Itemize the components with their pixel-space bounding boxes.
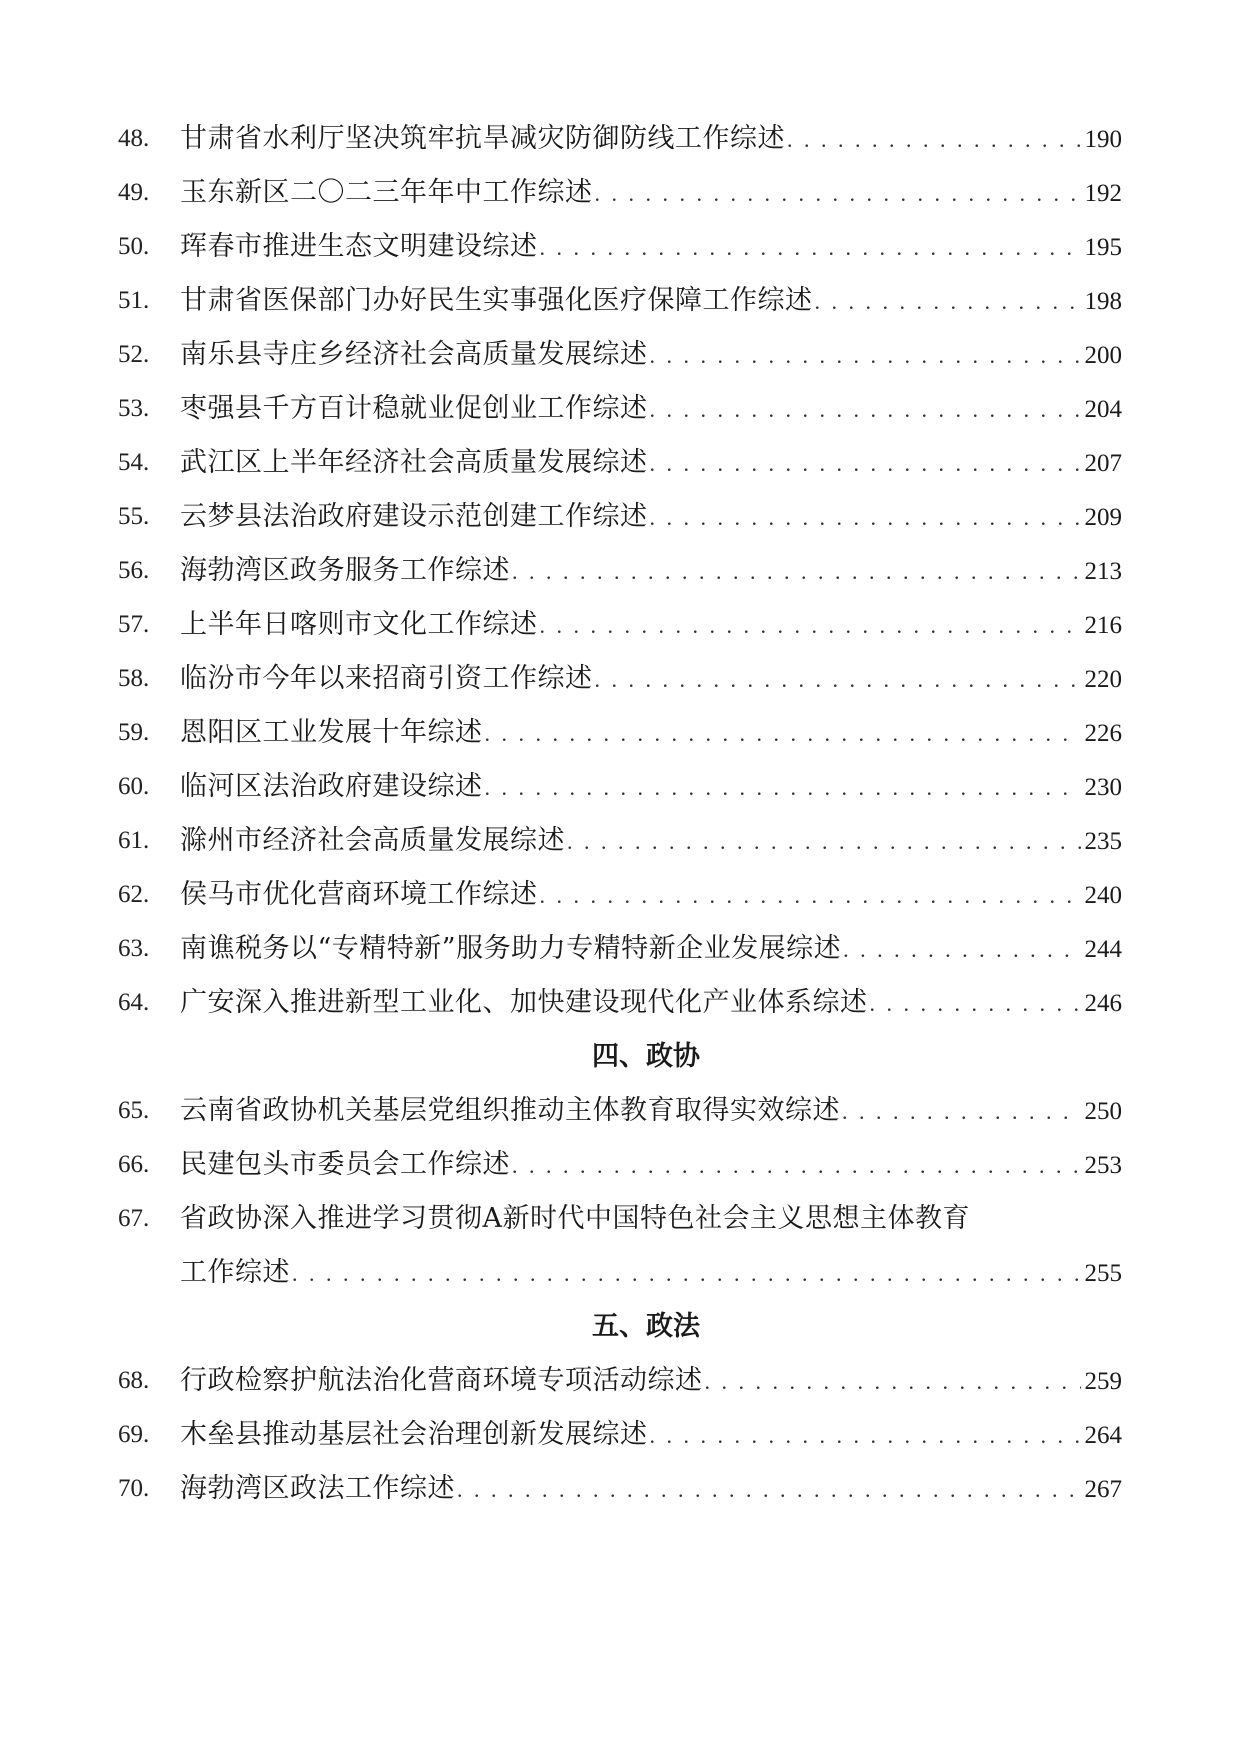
- toc-entry-continuation[interactable]: [118, 1246, 1122, 1300]
- toc-entry[interactable]: [118, 706, 1122, 760]
- entry-number: 67.: [118, 1205, 150, 1232]
- toc-entry[interactable]: [118, 1192, 1122, 1246]
- table-of-contents: [118, 112, 1122, 1516]
- entry-title: 玉东新区二〇二三年年中工作综述: [180, 177, 593, 208]
- entry-title: 甘肃省水利厅坚决筑牢抗旱减灾防御防线工作综述: [180, 123, 785, 154]
- toc-entry[interactable]: [118, 1354, 1122, 1408]
- toc-entry[interactable]: [118, 1462, 1122, 1516]
- entry-title: 南乐县寺庄乡经济社会高质量发展综述: [180, 339, 648, 370]
- entry-page-number: 240: [1084, 882, 1122, 909]
- entry-title: 侯马市优化营商环境工作综述: [180, 879, 538, 910]
- dot-leader: [292, 1247, 1081, 1301]
- section-heading-politics-law: 五、政法: [592, 1311, 700, 1342]
- dot-leader: [843, 923, 1080, 977]
- entry-page-number: 226: [1084, 720, 1122, 747]
- toc-entry[interactable]: [118, 382, 1122, 436]
- section-heading-cppcc: 四、政协: [592, 1041, 700, 1072]
- dot-leader: [485, 761, 1081, 815]
- entry-page-number: 204: [1084, 396, 1122, 423]
- entry-number: 69.: [118, 1421, 150, 1448]
- entry-number: 68.: [118, 1367, 150, 1394]
- entry-title: 海勃湾区政务服务工作综述: [180, 555, 510, 586]
- entry-page-number: 213: [1084, 558, 1122, 585]
- entry-title: 行政检察护航法治化营商环境专项活动综述: [180, 1365, 703, 1396]
- entry-title: 武江区上半年经济社会高质量发展综述: [180, 447, 648, 478]
- toc-entry[interactable]: [118, 544, 1122, 598]
- entry-number: 64.: [118, 989, 150, 1016]
- entry-page-number: 235: [1084, 828, 1122, 855]
- entry-title: 广安深入推进新型工业化、加快建设现代化产业体系综述: [180, 987, 868, 1018]
- entry-number: 49.: [118, 179, 150, 206]
- toc-entry[interactable]: [118, 976, 1122, 1030]
- entry-number: 63.: [118, 935, 150, 962]
- dot-leader: [540, 221, 1081, 275]
- entry-number: 70.: [118, 1475, 150, 1502]
- entry-page-number: 264: [1084, 1422, 1122, 1449]
- entry-title: 枣强县千方百计稳就业促创业工作综述: [180, 393, 648, 424]
- entry-page-number: 230: [1084, 774, 1122, 801]
- entry-title: 民建包头市委员会工作综述: [180, 1149, 510, 1180]
- dot-leader: [650, 491, 1081, 545]
- entry-page-number: 195: [1084, 234, 1122, 261]
- toc-entry[interactable]: [118, 1408, 1122, 1462]
- entry-number: 53.: [118, 395, 150, 422]
- entry-title: 木垒县推动基层社会治理创新发展综述: [180, 1419, 648, 1450]
- entry-page-number: 220: [1084, 666, 1122, 693]
- toc-group-cppcc: [118, 1084, 1122, 1192]
- entry-title: 上半年日喀则市文化工作综述: [180, 609, 538, 640]
- entry-number: 57.: [118, 611, 150, 638]
- toc-entry[interactable]: [118, 598, 1122, 652]
- toc-entry[interactable]: [118, 922, 1122, 976]
- entry-page-number: 198: [1084, 288, 1122, 315]
- toc-entry[interactable]: [118, 868, 1122, 922]
- entry-page-number: 255: [1084, 1260, 1122, 1287]
- dot-leader: [815, 275, 1081, 329]
- entry-page-number: 216: [1084, 612, 1122, 639]
- dot-leader: [567, 815, 1081, 869]
- dot-leader: [705, 1355, 1081, 1409]
- entry-page-number: 259: [1084, 1368, 1122, 1395]
- dot-leader: [870, 977, 1081, 1031]
- dot-leader: [457, 1463, 1081, 1517]
- dot-leader: [595, 167, 1081, 221]
- entry-number: 62.: [118, 881, 150, 908]
- toc-group-politics-law: [118, 1354, 1122, 1516]
- entry-number: 55.: [118, 503, 150, 530]
- entry-number: 51.: [118, 287, 150, 314]
- toc-entry[interactable]: [118, 814, 1122, 868]
- entry-page-number: 253: [1084, 1152, 1122, 1179]
- entry-page-number: 244: [1084, 936, 1122, 963]
- toc-entry[interactable]: [118, 760, 1122, 814]
- toc-entry[interactable]: [118, 112, 1122, 166]
- toc-entry[interactable]: [118, 274, 1122, 328]
- entry-page-number: 190: [1084, 126, 1122, 153]
- toc-entry[interactable]: [118, 328, 1122, 382]
- entry-page-number: 207: [1084, 450, 1122, 477]
- dot-leader: [540, 869, 1081, 923]
- dot-leader: [650, 437, 1081, 491]
- entry-title: 临汾市今年以来招商引资工作综述: [180, 663, 593, 694]
- entry-number: 48.: [118, 125, 150, 152]
- entry-title: 南谯税务以“专精特新”服务助力专精特新企业发展综述: [180, 933, 842, 964]
- entry-title-line1: 省政协深入推进学习贯彻A新时代中国特色社会主义思想主体教育: [180, 1203, 970, 1234]
- entry-number: 58.: [118, 665, 150, 692]
- toc-entry[interactable]: [118, 166, 1122, 220]
- dot-leader: [512, 1139, 1081, 1193]
- entry-title: 临河区法治政府建设综述: [180, 771, 483, 802]
- entry-page-number: 209: [1084, 504, 1122, 531]
- entry-title: 恩阳区工业发展十年综述: [180, 717, 483, 748]
- entry-page-number: 192: [1084, 180, 1122, 207]
- entry-number: 65.: [118, 1097, 150, 1124]
- dot-leader: [485, 707, 1081, 761]
- entry-page-number: 250: [1084, 1098, 1122, 1125]
- entry-title: 海勃湾区政法工作综述: [180, 1473, 455, 1504]
- entry-title: 云南省政协机关基层党组织推动主体教育取得实效综述: [180, 1095, 840, 1126]
- toc-entry[interactable]: [118, 652, 1122, 706]
- dot-leader: [842, 1085, 1081, 1139]
- entry-title-line2: 工作综述: [180, 1257, 290, 1288]
- entry-page-number: 246: [1084, 990, 1122, 1017]
- entry-page-number: 200: [1084, 342, 1122, 369]
- toc-entry[interactable]: [118, 436, 1122, 490]
- entry-number: 61.: [118, 827, 150, 854]
- toc-entry[interactable]: [118, 1084, 1122, 1138]
- entry-page-number: 267: [1084, 1476, 1122, 1503]
- toc-entry[interactable]: [118, 1138, 1122, 1192]
- entry-number: 52.: [118, 341, 150, 368]
- toc-entry[interactable]: [118, 220, 1122, 274]
- entry-number: 66.: [118, 1151, 150, 1178]
- entry-number: 59.: [118, 719, 150, 746]
- entry-title: 甘肃省医保部门办好民生实事强化医疗保障工作综述: [180, 285, 813, 316]
- toc-group-economy: [118, 112, 1122, 1030]
- toc-entry[interactable]: [118, 490, 1122, 544]
- dot-leader: [595, 653, 1081, 707]
- dot-leader: [650, 1409, 1081, 1463]
- dot-leader: [540, 599, 1081, 653]
- entry-number: 50.: [118, 233, 150, 260]
- dot-leader: [787, 113, 1081, 167]
- entry-title: 珲春市推进生态文明建设综述: [180, 231, 538, 262]
- dot-leader: [650, 329, 1081, 383]
- entry-title: 云梦县法治政府建设示范创建工作综述: [180, 501, 648, 532]
- dot-leader: [650, 383, 1081, 437]
- entry-title: 滁州市经济社会高质量发展综述: [180, 825, 565, 856]
- dot-leader: [512, 545, 1081, 599]
- entry-number: 56.: [118, 557, 150, 584]
- entry-number: 60.: [118, 773, 150, 800]
- entry-number: 54.: [118, 449, 150, 476]
